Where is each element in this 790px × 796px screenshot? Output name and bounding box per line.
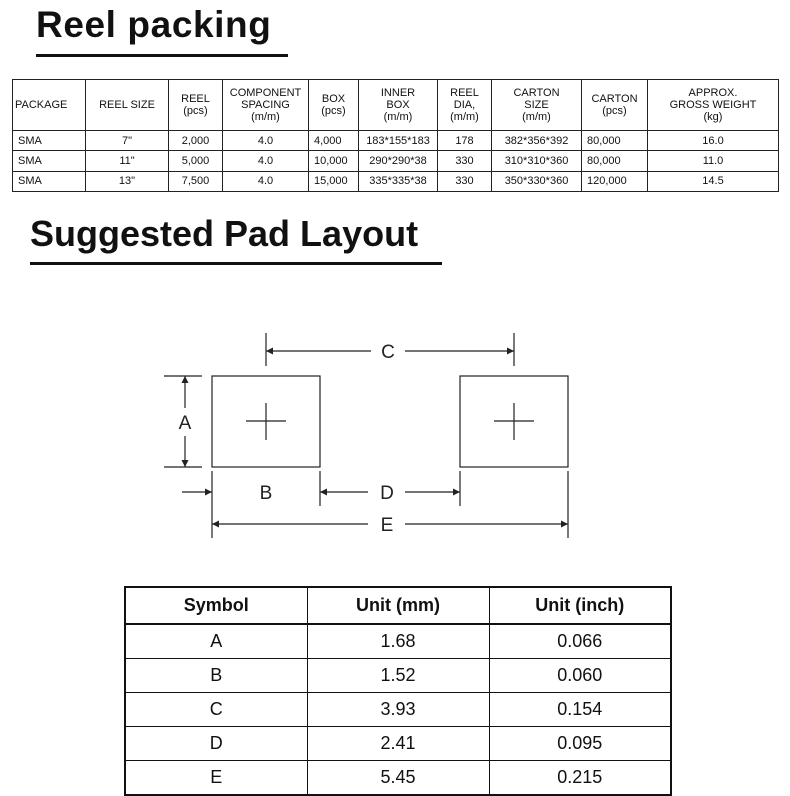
table-cell: 382*356*392 bbox=[492, 131, 582, 151]
table-cell: 4,000 bbox=[309, 131, 359, 151]
table-cell: C bbox=[125, 693, 307, 727]
header-unit-inch: Unit (inch) bbox=[489, 587, 671, 624]
table-cell: A bbox=[125, 624, 307, 659]
table-cell: 10,000 bbox=[309, 151, 359, 171]
reel-header-line: APPROX. bbox=[688, 87, 738, 99]
reel-header-line: REEL bbox=[450, 87, 479, 99]
table-cell: 178 bbox=[438, 131, 492, 151]
reel-header-line: SPACING bbox=[241, 99, 290, 111]
table-cell: 0.215 bbox=[489, 761, 671, 796]
table-cell: 290*290*38 bbox=[359, 151, 438, 171]
table-row bbox=[125, 727, 671, 761]
table-cell: 15,000 bbox=[309, 171, 359, 191]
table-cell: 2,000 bbox=[169, 131, 223, 151]
reel-header-line: CARTON bbox=[591, 93, 638, 105]
reel-header-line: (m/m) bbox=[251, 111, 280, 123]
table-cell: 1.68 bbox=[307, 624, 489, 659]
reel-header-line: (pcs) bbox=[183, 105, 208, 117]
table-cell: D bbox=[125, 727, 307, 761]
reel-header-line: (m/m) bbox=[522, 111, 551, 123]
reel-header-line: (pcs) bbox=[602, 105, 627, 117]
table-cell: 13" bbox=[86, 171, 169, 191]
table-cell: 350*330*360 bbox=[492, 171, 582, 191]
dimension-label-c: C bbox=[381, 342, 395, 363]
table-row bbox=[125, 624, 671, 659]
table-cell: 310*310*360 bbox=[492, 151, 582, 171]
table-cell: 4.0 bbox=[223, 131, 309, 151]
table-cell: 2.41 bbox=[307, 727, 489, 761]
dimension-label-d: D bbox=[380, 483, 394, 504]
table-cell: SMA bbox=[13, 131, 86, 151]
left-pad-center-mark bbox=[246, 403, 286, 440]
table-cell: 5,000 bbox=[169, 151, 223, 171]
reel-header-line: (m/m) bbox=[450, 111, 479, 123]
reel-header-line: (m/m) bbox=[383, 111, 413, 123]
reel-header-line: REEL bbox=[181, 93, 210, 105]
table-cell: 0.095 bbox=[489, 727, 671, 761]
table-cell: 7,500 bbox=[169, 171, 223, 191]
pad-layout-title: Suggested Pad Layout bbox=[30, 213, 419, 254]
reel-header-line: COMPONENT bbox=[229, 87, 302, 99]
table-cell: E bbox=[125, 761, 307, 796]
table-cell: 14.5 bbox=[648, 171, 779, 191]
right-pad-center-mark bbox=[494, 403, 534, 440]
table-cell: 4.0 bbox=[223, 151, 309, 171]
table-cell: 7" bbox=[86, 131, 169, 151]
table-cell: 330 bbox=[438, 171, 492, 191]
table-row bbox=[125, 693, 671, 727]
dimension-label-a: A bbox=[178, 413, 192, 434]
table-cell: 1.52 bbox=[307, 659, 489, 693]
pad-dimension-table bbox=[124, 586, 672, 796]
reel-header-line: REEL SIZE bbox=[99, 99, 155, 111]
table-cell: SMA bbox=[13, 171, 86, 191]
table-cell: 16.0 bbox=[648, 131, 779, 151]
dimension-table-header-row bbox=[125, 587, 671, 624]
dimension-label-e: E bbox=[380, 515, 394, 536]
table-cell: 11.0 bbox=[648, 151, 779, 171]
reel-header-line: BOX bbox=[386, 99, 410, 111]
table-cell: 330 bbox=[438, 151, 492, 171]
table-cell: SMA bbox=[13, 151, 86, 171]
reel-header-line: SIZE bbox=[524, 99, 549, 111]
dimension-label-b: B bbox=[259, 483, 273, 504]
reel-header-line: (kg) bbox=[703, 111, 723, 123]
table-row bbox=[125, 659, 671, 693]
header-symbol: Symbol bbox=[125, 587, 307, 624]
reel-header-line: GROSS WEIGHT bbox=[669, 99, 757, 111]
reel-header-line: INNER bbox=[380, 87, 416, 99]
reel-header-line: DIA, bbox=[453, 99, 476, 111]
table-cell: 80,000 bbox=[582, 131, 648, 151]
reel-header-line: PACKAGE bbox=[15, 99, 68, 111]
table-cell: 11" bbox=[86, 151, 169, 171]
header-unit-mm: Unit (mm) bbox=[307, 587, 489, 624]
table-cell: 0.066 bbox=[489, 624, 671, 659]
table-cell: 120,000 bbox=[582, 171, 648, 191]
reel-packing-title: Reel packing bbox=[36, 4, 272, 45]
reel-header-line: CARTON bbox=[513, 87, 560, 99]
table-cell: 4.0 bbox=[223, 171, 309, 191]
reel-header-line: BOX bbox=[321, 93, 346, 105]
table-cell: 80,000 bbox=[582, 151, 648, 171]
table-cell: 5.45 bbox=[307, 761, 489, 796]
table-cell: 3.93 bbox=[307, 693, 489, 727]
table-cell: 183*155*183 bbox=[359, 131, 438, 151]
table-cell: 0.154 bbox=[489, 693, 671, 727]
reel-header-line: (pcs) bbox=[321, 105, 346, 117]
table-cell: B bbox=[125, 659, 307, 693]
table-cell: 0.060 bbox=[489, 659, 671, 693]
table-cell: 335*335*38 bbox=[359, 171, 438, 191]
